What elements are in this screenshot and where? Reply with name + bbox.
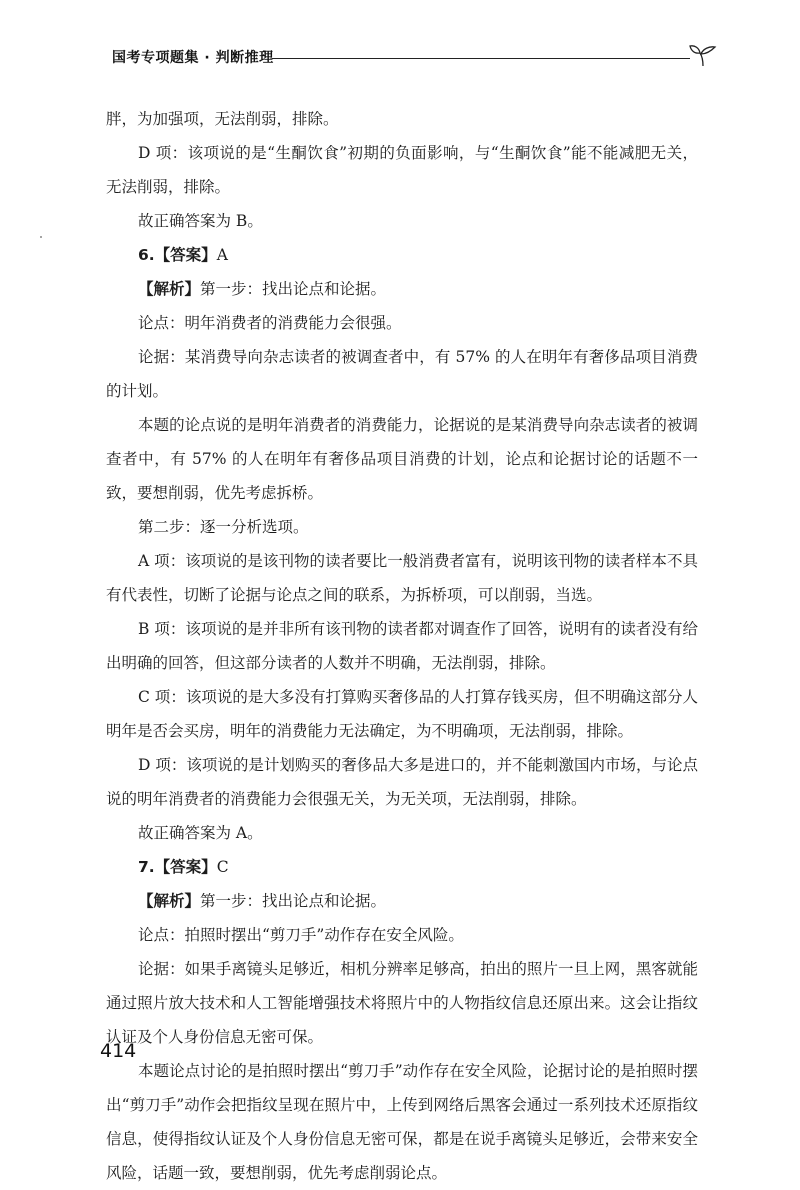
paragraph-text: A 项：该项说的是该刊物的读者要比一般消费者富有，说明该刊物的读者样本不具有代表性，切断了论据与论点之间的联系，为拆桥项，可以削弱，当选。 <box>106 552 698 604</box>
paragraph-text: 论点：明年消费者的消费能力会很强。 <box>138 314 402 332</box>
paragraph-label: 【解析】 <box>138 280 201 298</box>
paragraph-text: C <box>216 858 229 876</box>
paragraph-text: 故正确答案为 B。 <box>138 212 263 230</box>
paragraph-label: 【解析】 <box>138 892 201 910</box>
paragraph-text: 胖，为加强项，无法削弱，排除。 <box>106 110 339 128</box>
paragraph <box>106 204 698 238</box>
paragraph <box>106 544 698 612</box>
paragraph-label: 6.【答案】 <box>138 246 217 264</box>
paragraph-text: 论据：某消费导向杂志读者的被调查者中，有 57% 的人在明年有奢侈品项目消费的计划。 <box>106 348 698 400</box>
paragraph <box>106 306 698 340</box>
paragraph <box>106 612 698 680</box>
paragraph <box>106 748 698 816</box>
paragraph-text: 论据：如果手离镜头足够近，相机分辨率足够高，拍出的照片一旦上网，黑客就能通过照片放大技术和人工智能增强技术将照片中的人物指纹信息还原出来。这会让指纹认证及个人身份信息无密可保。 <box>106 960 698 1046</box>
paragraph <box>106 952 698 1054</box>
paragraph <box>106 340 698 408</box>
paragraph-text: D 项：该项说的是计划购买的奢侈品大多是进口的，并不能刺激国内市场，与论点说的明年消费者的消费能力会很强无关，为无关项，无法削弱，排除。 <box>106 756 698 808</box>
paragraph-text: B 项：该项说的是并非所有该刊物的读者都对调查作了回答，说明有的读者没有给出明确的回答，但这部分读者的人数并不明确，无法削弱，排除。 <box>106 620 698 672</box>
paragraph-text: 故正确答案为 A。 <box>138 824 263 842</box>
page-body <box>106 102 698 1190</box>
paragraph <box>106 680 698 748</box>
paragraph-text: 第一步：找出论点和论据。 <box>200 280 387 298</box>
paragraph-text: 第一步：找出论点和论据。 <box>200 892 387 910</box>
paragraph <box>106 510 698 544</box>
paragraph-text: 本题论点讨论的是拍照时摆出“剪刀手”动作存在安全风险，论据讨论的是拍照时摆出“剪刀手”动作会把指纹呈现在照片中，上传到网络后黑客会通过一系列技术还原指纹信息，使得指纹认证及个人身份信息无密可保，都是在说手离镜头足够近，会带来安全风险，话题一致，要想削弱，优先考虑削弱论点。 <box>106 1062 698 1182</box>
scan-speck <box>40 236 42 238</box>
paragraph-label: 7.【答案】 <box>138 858 217 876</box>
paragraph <box>106 1054 698 1190</box>
paragraph-text: 论点：拍照时摆出“剪刀手”动作存在安全风险。 <box>138 926 464 944</box>
paragraph-text: C 项：该项说的是大多没有打算购买奢侈品的人打算存钱买房，但不明确这部分人明年是否会买房，明年的消费能力无法确定，为不明确项，无法削弱，排除。 <box>106 688 698 740</box>
sprout-icon <box>688 44 718 68</box>
paragraph <box>106 850 698 884</box>
running-header-title: 国考专项题集 · 判断推理 <box>112 50 274 66</box>
header-rule <box>272 58 690 59</box>
paragraph <box>106 238 698 272</box>
paragraph <box>106 884 698 918</box>
paragraph <box>106 272 698 306</box>
page-number: 414 <box>100 1040 137 1062</box>
paragraph-text: D 项：该项说的是“生酮饮食”初期的负面影响，与“生酮饮食”能不能减肥无关，无法削弱，排除。 <box>106 144 698 196</box>
paragraph <box>106 918 698 952</box>
paragraph-text: A <box>216 246 228 264</box>
running-header <box>112 44 712 74</box>
paragraph-text: 本题的论点说的是明年消费者的消费能力，论据说的是某消费导向杂志读者的被调查者中，有 57% 的人在明年有奢侈品项目消费的计划，论点和论据讨论的话题不一致，要想削弱，优先考虑拆桥。 <box>106 416 698 502</box>
paragraph <box>106 102 698 136</box>
paragraph <box>106 408 698 510</box>
paragraph-text: 第二步：逐一分析选项。 <box>138 518 309 536</box>
paragraph <box>106 816 698 850</box>
paragraph <box>106 136 698 204</box>
